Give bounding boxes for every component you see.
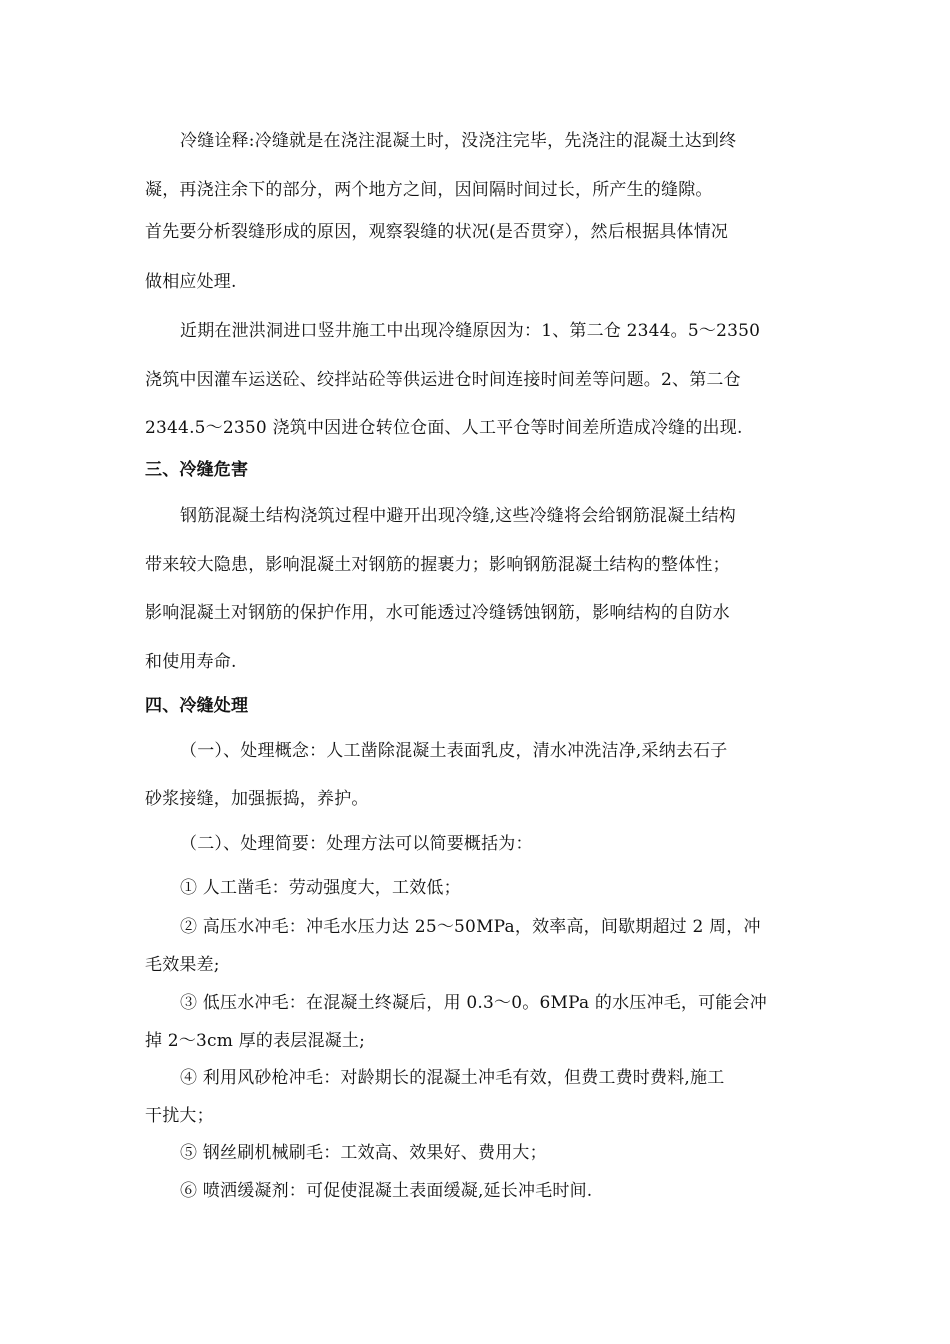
method-2-line-1: ② 高压水冲毛：冲毛水压力达 25～50MPa，效率高，间歇期超过 2 周，冲 <box>180 917 761 937</box>
method-3-line-1: ③ 低压水冲毛：在混凝土终凝后，用 0.3～0。6MPa 的水压冲毛，可能会冲 <box>180 993 767 1013</box>
intro-paragraph-3-line-1: 近期在泄洪洞进口竖井施工中出现冷缝原因为：1、第二仓 2344。5～2350 <box>180 321 761 341</box>
section-4-heading: 四、冷缝处理 <box>145 696 249 716</box>
treatment-brief: （二）、处理简要：处理方法可以简要概括为： <box>180 834 533 854</box>
method-5: ⑤ 钢丝刷机械刷毛：工效高、效果好、费用大； <box>180 1143 547 1163</box>
method-3-line-2: 掉 2～3cm 厚的表层混凝土; <box>145 1031 366 1051</box>
intro-paragraph-2-line-2: 做相应处理. <box>145 272 237 292</box>
section-3-line-4: 和使用寿命. <box>145 652 237 672</box>
method-4-line-1: ④ 利用风砂枪冲毛：对龄期长的混凝土冲毛有效，但费工费时费料,施工 <box>180 1068 725 1088</box>
section-3-heading: 三、冷缝危害 <box>145 460 249 480</box>
intro-paragraph-1-line-1: 冷缝诠释:冷缝就是在浇注混凝土时，没浇注完毕，先浇注的混凝土达到终 <box>180 131 737 151</box>
method-6: ⑥ 喷洒缓凝剂：可促使混凝土表面缓凝,延长冲毛时间. <box>180 1181 593 1201</box>
section-3-line-2: 带来较大隐患，影响混凝土对钢筋的握裹力；影响钢筋混凝土结构的整体性； <box>145 555 730 575</box>
intro-paragraph-3-line-2: 浇筑中因灌车运送砼、绞拌站砼等供运进仓时间连接时间差等问题。2、第二仓 <box>145 370 741 390</box>
intro-paragraph-2-line-1: 首先要分析裂缝形成的原因，观察裂缝的状况(是否贯穿），然后根据具体情况 <box>145 222 729 242</box>
intro-paragraph-3-line-3: 2344.5～2350 浇筑中因进仓转位仓面、人工平仓等时间差所造成冷缝的出现. <box>145 418 743 438</box>
treatment-concept-line-1: （一）、处理概念：人工凿除混凝土表面乳皮，清水冲洗洁净,采纳去石子 <box>180 741 728 761</box>
intro-paragraph-1-line-2: 凝，再浇注余下的部分，两个地方之间，因间隔时间过长，所产生的缝隙。 <box>145 180 713 200</box>
treatment-concept-line-2: 砂浆接缝，加强振捣，养护。 <box>145 789 369 809</box>
section-3-line-1: 钢筋混凝土结构浇筑过程中避开出现冷缝,这些冷缝将会给钢筋混凝土结构 <box>180 506 737 526</box>
method-4-line-2: 干扰大； <box>145 1106 214 1126</box>
method-2-line-2: 毛效果差; <box>145 955 220 975</box>
method-1: ① 人工凿毛：劳动强度大，工效低； <box>180 878 461 898</box>
section-3-line-3: 影响混凝土对钢筋的保护作用，水可能透过冷缝锈蚀钢筋，影响结构的自防水 <box>145 603 730 623</box>
